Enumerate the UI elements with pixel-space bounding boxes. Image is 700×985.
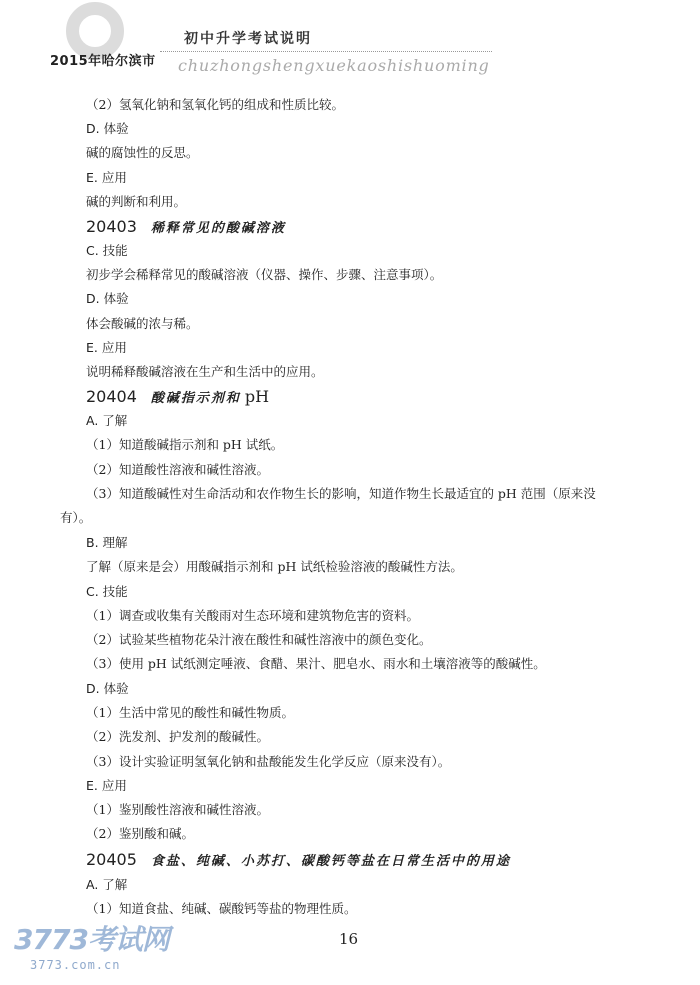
subsection-label: E. 应用: [86, 170, 127, 185]
section-code: 20403: [86, 217, 137, 236]
section-code: 20405: [86, 850, 137, 869]
subsection-label: B. 理解: [86, 535, 128, 550]
subsection-label: A. 了解: [86, 877, 128, 892]
watermark-url: 3773.com.cn: [30, 958, 121, 972]
subsection-label: E. 应用: [86, 778, 127, 793]
body-line: （3）使用 pH 试纸测定唾液、食醋、果汁、肥皂水、雨水和土壤溶液等的酸碱性。: [86, 656, 546, 671]
section-heading: [86, 850, 511, 869]
section-title: 食盐、纯碱、小苏打、碳酸钙等盐在日常生活中的用途: [150, 854, 511, 869]
body-line: （1）鉴别酸性溶液和碱性溶液。: [86, 802, 269, 817]
subsection-label: A. 了解: [86, 413, 128, 428]
subsection-label: C. 技能: [86, 243, 128, 258]
body-line: （1）生活中常见的酸性和碱性物质。: [86, 705, 294, 720]
body-line: 体会酸碱的浓与稀。: [86, 316, 199, 331]
subsection-label: D. 体验: [86, 681, 129, 696]
body-line: （1）知道酸碱指示剂和 pH 试纸。: [86, 437, 284, 452]
body-line: （2）鉴别酸和碱。: [86, 826, 194, 841]
section-title: 酸碱指示剂和: [150, 391, 241, 406]
body-line: 有）。: [60, 510, 92, 525]
section-title-suffix: pH: [244, 387, 270, 406]
subsection-label: D. 体验: [86, 291, 129, 306]
subsection-label: D. 体验: [86, 121, 129, 136]
body-line: （2）试验某些植物花朵汁液在酸性和碱性溶液中的颜色变化。: [86, 632, 432, 647]
header-pinyin: chuzhongshengxuekaoshishuoming: [178, 56, 490, 75]
body-line: （2）洗发剂、护发剂的酸碱性。: [86, 729, 269, 744]
body-line: （2）知道酸性溶液和碱性溶液。: [86, 462, 269, 477]
section-code: 20404: [86, 387, 137, 406]
body-line: 了解（原来是会）用酸碱指示剂和 pH 试纸检验溶液的酸碱性方法。: [86, 559, 463, 574]
header-title: 初中升学考试说明: [184, 31, 312, 47]
watermark-brand: 3773考试网: [14, 923, 169, 956]
body-line: （1）调查或收集有关酸雨对生态环境和建筑物危害的资料。: [86, 608, 419, 623]
section-title: 稀释常见的酸碱溶液: [150, 221, 286, 236]
subsection-label: E. 应用: [86, 340, 127, 355]
body-line: 碱的判断和利用。: [86, 194, 187, 209]
page-number: 16: [339, 930, 359, 948]
header-year-city: 2015年哈尔滨市: [50, 54, 156, 69]
body-line: 初步学会稀释常见的酸碱溶液（仪器、操作、步骤、注意事项）。: [86, 267, 443, 282]
section-heading: [86, 217, 286, 236]
header-divider: [160, 51, 492, 52]
section-heading: [86, 387, 269, 406]
subsection-label: C. 技能: [86, 584, 128, 599]
body-line: （2）氢氧化钠和氢氧化钙的组成和性质比较。: [86, 97, 344, 112]
body-line: （3）设计实验证明氢氧化钠和盐酸能发生化学反应（原来没有）。: [86, 754, 451, 769]
body-line: （1）知道食盐、纯碱、碳酸钙等盐的物理性质。: [86, 901, 357, 916]
body-line: 说明稀释酸碱溶液在生产和生活中的应用。: [86, 364, 324, 379]
body-line: 碱的腐蚀性的反思。: [86, 145, 199, 160]
body-line: （3）知道酸碱性对生命活动和农作物生长的影响，知道作物生长最适宜的 pH 范围（原来没: [86, 486, 596, 501]
